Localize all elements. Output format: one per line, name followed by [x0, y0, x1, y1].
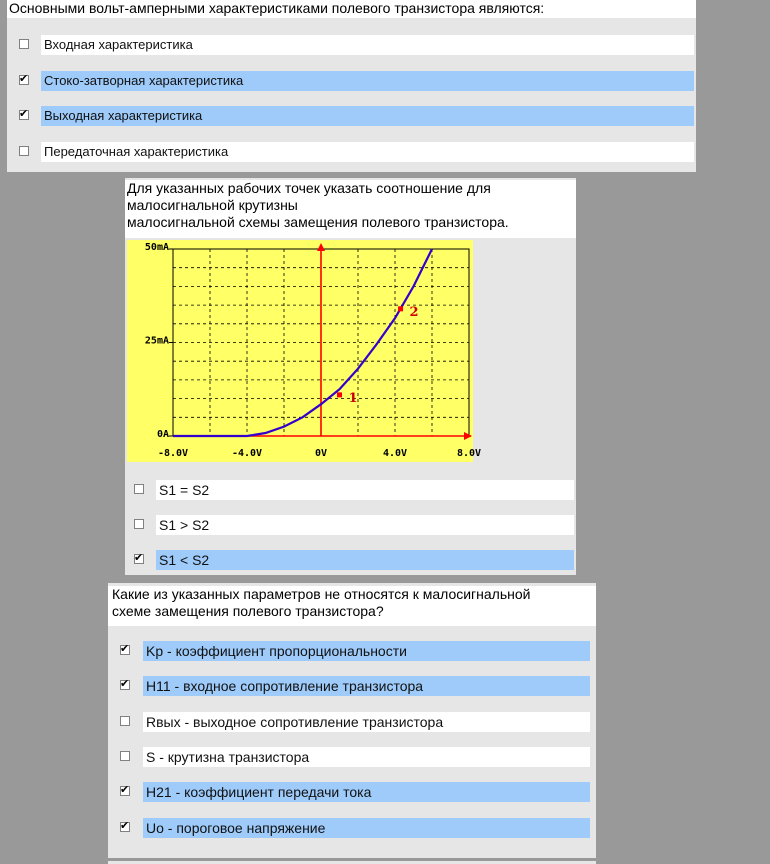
x-tick-label: 8.0V — [456, 448, 482, 459]
q3-option-2[interactable] — [108, 676, 596, 696]
q3-option-6[interactable] — [108, 818, 596, 838]
q3-option-4[interactable] — [108, 747, 596, 767]
q3-option-1[interactable] — [108, 641, 596, 661]
option-label: Kp - коэффициент пропорциональности — [143, 641, 590, 661]
q3-option-5[interactable] — [108, 782, 596, 802]
option-label: H21 - коэффициент передачи тока — [143, 782, 590, 802]
question-2-text — [125, 180, 576, 238]
y-tick-label: 50mA — [144, 242, 169, 253]
checkbox[interactable] — [120, 716, 130, 726]
option-label: Uo - пороговое напряжение — [143, 818, 590, 838]
checkbox[interactable] — [120, 645, 130, 655]
question-card-3 — [108, 583, 596, 858]
q2-option-1[interactable] — [125, 480, 576, 500]
option-label: Передаточная характеристика — [41, 142, 694, 162]
option-label: S1 < S2 — [156, 550, 574, 570]
option-label: H11 - входное сопротивление транзистора — [143, 676, 590, 696]
operating-point-1 — [337, 392, 342, 397]
y-tick-label: 25mA — [144, 335, 169, 347]
question-card-2 — [125, 178, 576, 575]
x-tick-label: -8.0V — [157, 448, 189, 459]
question-2-line-1: Для указанных рабочих точек указать соотношение для — [127, 180, 491, 196]
q2-option-3[interactable] — [125, 550, 576, 570]
y-tick-label: 0A — [156, 429, 169, 440]
checkbox[interactable] — [120, 786, 130, 796]
question-2-line-2: малосигнальной крутизны — [127, 197, 298, 213]
checkbox[interactable] — [120, 680, 130, 690]
option-label: Стоко-затворная характеристика — [41, 71, 694, 91]
checkbox[interactable] — [19, 146, 29, 156]
operating-point-2 — [398, 306, 403, 311]
operating-point-label: 2 — [409, 304, 419, 320]
question-3-line-1: Какие из указанных параметров не относятся к малосигнальной — [112, 586, 531, 602]
transfer-characteristic-chart — [127, 240, 482, 462]
x-tick-label: 0V — [314, 448, 328, 459]
q1-option-2[interactable] — [7, 71, 696, 91]
operating-point-label: 1 — [348, 390, 358, 406]
checkbox[interactable] — [134, 484, 144, 494]
question-card-1 — [7, 0, 696, 172]
checkbox[interactable] — [134, 554, 144, 564]
q1-option-4[interactable] — [7, 142, 696, 162]
question-3-line-2: схеме замещения полевого транзистора? — [112, 603, 384, 619]
question-2-line-3: малосигнальной схемы замещения полевого транзистора. — [127, 214, 509, 230]
x-tick-label: 4.0V — [382, 448, 408, 459]
q1-option-1[interactable] — [7, 35, 696, 55]
checkbox[interactable] — [120, 751, 130, 761]
q3-option-3[interactable] — [108, 712, 596, 732]
option-label: S - крутизна транзистора — [143, 747, 590, 767]
option-label: S1 = S2 — [156, 480, 574, 500]
question-3-text — [108, 586, 596, 626]
x-tick-label: -4.0V — [231, 448, 263, 459]
option-label: S1 > S2 — [156, 515, 574, 535]
option-label: Входная характеристика — [41, 35, 694, 55]
question-1-text: Основными вольт-амперными характеристиками полевого транзистора являются: — [7, 0, 696, 18]
option-label: Выходная характеристика — [41, 106, 694, 126]
option-label: Rвых - выходное сопротивление транзистора — [143, 712, 590, 732]
checkbox[interactable] — [19, 75, 29, 85]
q2-option-2[interactable] — [125, 515, 576, 535]
checkbox[interactable] — [120, 822, 130, 832]
q1-option-3[interactable] — [7, 106, 696, 126]
checkbox[interactable] — [19, 110, 29, 120]
checkbox[interactable] — [19, 39, 29, 49]
checkbox[interactable] — [134, 519, 144, 529]
